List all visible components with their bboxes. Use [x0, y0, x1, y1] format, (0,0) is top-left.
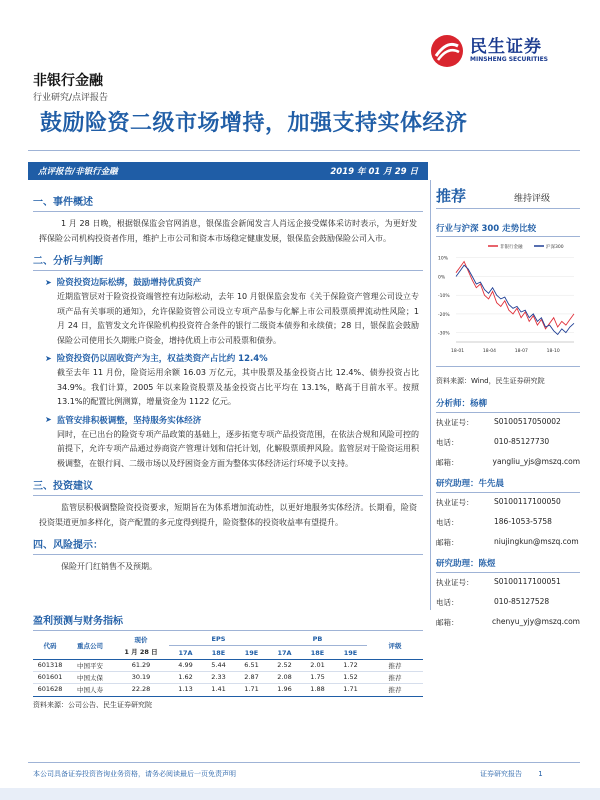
analyst-rule [436, 412, 580, 413]
recommendation-block [436, 185, 580, 206]
footer-doc-type: 证券研究报告 [480, 770, 522, 778]
analyst-contact-row [436, 437, 580, 448]
analyst-rule [436, 492, 580, 493]
title-divider [28, 150, 580, 151]
contact-key: 执业证号： [436, 498, 474, 507]
report-info-bar [28, 162, 428, 180]
table-cell: 1.75 [301, 671, 334, 683]
analysis-paragraph-3: 同时，在已出台的险资专项产品政策的基础上，逐步拓宽专项产品投资范围，在依法合规和风险可控的前提下，允许专项产品通过券商资产管理计划和信托计划，化解股票质押风险。监管层对于险资运用积极调整，在银行间、二级市场以及纾困资金方面为整体实体经济运行环境予以支持。 [57, 429, 419, 468]
section-divider [33, 495, 423, 496]
x-tick-label: 18-07 [514, 349, 528, 354]
contact-value: 010-85127730 [494, 437, 550, 446]
table-cell: 22.28 [131, 685, 151, 694]
year-header: 19E [244, 648, 259, 657]
table-row [33, 659, 423, 671]
logo-english-name: MINSHENG SECURITIES [470, 56, 548, 63]
contact-value: 186-1053-5758 [494, 517, 552, 526]
col-date-header: 1 月 28 日 [124, 648, 158, 657]
table-cell: 2.08 [268, 671, 301, 683]
sidebar-rule [436, 236, 580, 237]
forecast-title: 盈利预测与财务指标 [33, 616, 123, 627]
year-header: 17A [178, 648, 193, 657]
table-cell: 61.29 [113, 659, 169, 671]
table-row [33, 683, 423, 695]
analyst-heading: 研究助理：陈煜 [436, 559, 496, 569]
section-risk-title: 四、风险提示： [33, 540, 103, 551]
table-cell: 601628 [37, 685, 63, 694]
col-eps-header: EPS [169, 633, 268, 645]
section-divider [33, 554, 423, 555]
legend-label: 非银行金融 [500, 245, 523, 250]
x-tick-label: 18-04 [482, 349, 496, 354]
main-content [33, 193, 423, 575]
table-cell: 2.01 [301, 659, 334, 671]
section-divider [33, 630, 423, 631]
event-paragraph: 1 月 28 日晚，根据银保监会官网消息，银保监会新闻发言人肖远企接受媒体采访时表示，为更好发挥保险公司机构投资者作用，维护上市公司和资本市场稳定健康发展，银保监会鼓励保险公司入市。 [39, 219, 417, 243]
contact-key: 邮箱： [436, 538, 459, 547]
section-divider [33, 211, 423, 212]
contact-key: 执业证号： [436, 418, 474, 427]
bullet-arrow-icon: ➤ [45, 353, 52, 363]
table-cell: 中国人寿 [77, 685, 103, 694]
col-pb-header: PB [268, 633, 367, 645]
contact-key: 电话： [436, 438, 459, 447]
bullet-arrow-icon: ➤ [45, 415, 52, 424]
table-cell: 1.52 [334, 671, 367, 683]
col-company-header: 重点公司 [77, 642, 103, 651]
section-event-title: 一、事件概述 [33, 197, 93, 208]
sidebar-rule [436, 208, 580, 209]
report-category: 点评报告/非银行金融 [38, 167, 118, 177]
table-cell: 6.51 [235, 659, 268, 671]
contact-value: chenyu_yjy@mszq.com [492, 617, 580, 626]
table-cell: 2.52 [268, 659, 301, 671]
contact-key: 邮箱： [436, 458, 459, 467]
contact-key: 电话： [436, 598, 459, 607]
table-cell: 1.71 [343, 685, 358, 694]
analysis-paragraph-2: 截至去年 11 月份，险资运用余额 16.03 万亿元，其中股票及基金投资占比 12.4%、债券投资占比 34.9%。我们计算，2005 年以来险资股票及基金投资占比平均在 13.1%，略高于目前水平。按照 13.1%的配置比例测算，增量资金为 1122 亿元。 [57, 368, 419, 406]
table-cell: 30.19 [113, 671, 169, 683]
section-advice-title: 三、投资建议 [33, 481, 93, 492]
footer-disclaimer: 本公司具备证券投资咨询业务资格，请务必阅读最后一页免责声明 [33, 770, 236, 778]
year-header: 18E [310, 648, 325, 657]
contact-key: 执业证号： [436, 578, 474, 587]
table-cell: 1.62 [169, 671, 202, 683]
contact-value: niujingkun@mszq.com [494, 537, 579, 546]
forecast-table [33, 633, 423, 695]
table-cell: 5.44 [202, 659, 235, 671]
table-source: 资料来源：公司公告、民生证券研究院 [33, 701, 152, 709]
logo-emblem-icon [430, 34, 464, 68]
table-cell: 1.71 [244, 685, 259, 694]
sidebar-divider [430, 180, 431, 610]
rating-label: 维持评级 [513, 194, 550, 204]
y-tick-label: 0% [438, 275, 446, 281]
table-cell: 推荐 [388, 685, 402, 694]
col-price-header: 现价 [134, 635, 148, 644]
table-cell: 1.72 [334, 659, 367, 671]
footer-divider [28, 762, 580, 763]
x-tick-label: 18-01 [451, 349, 465, 354]
bullet-heading-text: 监管安排积极调整，坚持服务实体经济 [56, 415, 202, 426]
analyst-contact-row [436, 577, 580, 588]
advice-paragraph: 监管层积极调整险资投资要求，短期旨在为体系增加流动性，以更好地服务实体经济。长期看，险资投资渠道更加多样化，资产配置的多元度得到提升，险资整体的投资收益率有望提升。 [39, 503, 417, 527]
year-header: 19E [343, 648, 358, 657]
page-number: 1 [538, 770, 543, 778]
bullet-arrow-icon: ➤ [45, 277, 52, 287]
recommendation-label: 推荐 [436, 187, 467, 205]
table-cell: 2.87 [235, 671, 268, 683]
table-cell: 1.41 [211, 685, 226, 694]
analyst-contact-row [436, 597, 580, 608]
y-tick-label: -30% [438, 331, 450, 337]
table-row [33, 671, 423, 683]
logo-chinese-name: 民生证券 [470, 37, 542, 57]
analyst-rule [436, 572, 580, 573]
analyst-contact-row [436, 417, 580, 428]
analysis-paragraph-1: 近期监管层对于险资投资端管控有边际松动，去年 10 月银保监会发布《关于保险资产管理公司设立专项产品有关事项的通知》，允许保险资管公司设立专项产品参与化解上市公司股票质押流动性风险；1 月 24 日，监管发文允许保险机构投资符合条件的银行二级资本债券和永续债；28 日，银保监会鼓励保险公司使用长久期账户资金，增持优质上市公司股票和债券。 [57, 292, 419, 345]
analyst-heading: 研究助理：牛先晨 [436, 479, 505, 489]
chart-source: 资料来源：Wind，民生证券研究院 [436, 377, 545, 385]
table-cell: 推荐 [367, 671, 423, 683]
y-tick-label: 10% [438, 256, 449, 262]
risk-paragraph: 保险开门红销售不及预期。 [61, 562, 157, 571]
legend-label: 沪深300 [546, 245, 564, 250]
table-bottom-rule [33, 696, 423, 697]
table-cell: 推荐 [367, 659, 423, 671]
table-cell: 中国太保 [67, 671, 113, 683]
section-analysis-title: 二、分析与判断 [33, 256, 103, 267]
year-header: 18E [211, 648, 226, 657]
bullet-heading-text: 险资投资仍以固收资产为主，权益类资产占比约 12.4% [56, 354, 268, 364]
y-tick-label: -20% [438, 312, 450, 318]
analyst-contact-row [436, 617, 580, 628]
table-cell: 4.99 [169, 659, 202, 671]
forecast-section [33, 612, 423, 710]
report-type: 行业研究/点评报告 [33, 93, 109, 103]
table-cell: 1.88 [310, 685, 325, 694]
table-cell: 601318 [33, 659, 67, 671]
year-header: 17A [277, 648, 292, 657]
industry-label: 非银行金融 [33, 73, 103, 89]
contact-value: S0100117100050 [494, 497, 561, 506]
y-tick-label: -10% [438, 294, 450, 300]
section-divider [33, 270, 423, 271]
contact-value: S0100117100051 [494, 577, 561, 586]
contact-key: 邮箱： [436, 618, 459, 627]
report-date: 2019 年 01 月 29 日 [330, 167, 418, 177]
contact-value: S0100517050002 [494, 417, 561, 426]
bullet-heading-text: 险资投资边际松绑，鼓励增持优质资产 [56, 278, 202, 288]
table-cell: 1.13 [178, 685, 193, 694]
brand-logo [430, 33, 580, 69]
bullet-heading-3 [33, 414, 423, 426]
table-cell: 1.96 [277, 685, 292, 694]
footer-right [480, 769, 543, 779]
footer-band [0, 788, 600, 800]
analyst-contact-row [436, 457, 580, 468]
col-code-header: 代码 [43, 642, 57, 651]
col-rating-header: 评级 [388, 642, 402, 651]
bullet-heading-2 [33, 352, 423, 364]
contact-value: yangliu_yjs@mszq.com [492, 457, 580, 466]
table-cell: 601601 [33, 671, 67, 683]
analyst-contact-row [436, 497, 580, 508]
analyst-heading: 分析师：杨柳 [436, 399, 488, 409]
table-cell: 2.33 [202, 671, 235, 683]
sidebar-rule [436, 366, 580, 367]
table-cell: 中国平安 [67, 659, 113, 671]
trend-line-chart [436, 240, 580, 358]
chart-title: 行业与沪深 300 走势比较 [436, 224, 537, 234]
x-tick-label: 18-10 [546, 349, 560, 354]
bullet-heading-1 [33, 276, 423, 288]
analyst-list [436, 397, 580, 637]
contact-value: 010-85127528 [494, 597, 550, 606]
analyst-contact-row [436, 537, 580, 548]
analyst-contact-row [436, 517, 580, 528]
page-title: 鼓励险资二级市场增持，加强支持实体经济 [40, 111, 468, 136]
contact-key: 电话： [436, 518, 459, 527]
